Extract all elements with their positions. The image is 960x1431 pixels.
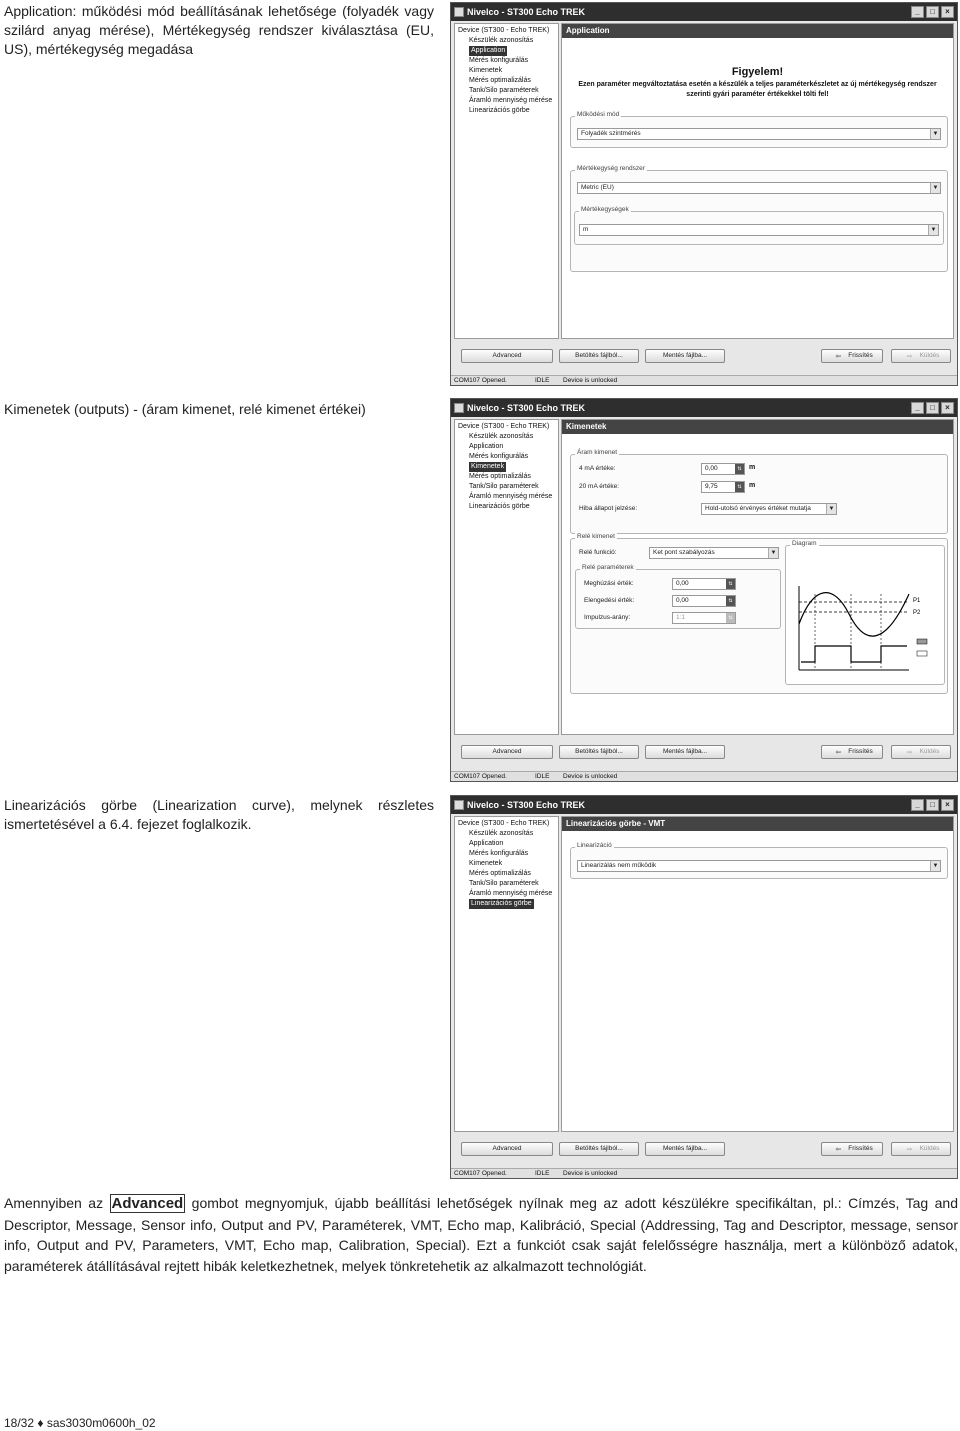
status-bar bbox=[451, 375, 957, 385]
window-title: Nivelco - ST300 Echo TREK bbox=[467, 403, 586, 413]
tree-item-outputs[interactable]: Kimenetek bbox=[469, 860, 503, 867]
panel-header: Kimenetek bbox=[562, 420, 953, 434]
spinner-icon[interactable]: ⇅ bbox=[726, 596, 735, 606]
caption-linearization: Linearizációs görbe (Linearization curve), melynek részletes ismertetésével a 6.4. fejezet foglalkozik. bbox=[4, 797, 434, 832]
ma20-unit: m bbox=[749, 482, 756, 489]
tree-item-measurement-config[interactable]: Mérés konfigurálás bbox=[469, 453, 529, 460]
tree-item-tank-silo[interactable]: Tank/Silo paraméterek bbox=[469, 483, 539, 490]
group-label: Linearizáció bbox=[577, 842, 612, 849]
status-state: IDLE bbox=[535, 377, 550, 384]
p1-label: P1 bbox=[913, 598, 921, 604]
send-button[interactable]: ⇨ Küldés bbox=[891, 1142, 951, 1156]
units-select[interactable]: m ▼ bbox=[579, 224, 939, 236]
maximize-button[interactable]: □ bbox=[926, 6, 939, 18]
pull-in-input[interactable]: 0,00 ⇅ bbox=[672, 578, 736, 590]
group-operating-mode bbox=[570, 111, 948, 148]
group-current-output bbox=[570, 449, 948, 534]
navigation-tree bbox=[454, 419, 559, 735]
chevron-down-icon: ▼ bbox=[930, 129, 940, 139]
content-panel bbox=[561, 23, 954, 339]
title-bar bbox=[451, 3, 957, 21]
app-icon bbox=[454, 800, 464, 810]
tree-item-identification[interactable]: Készülék azonosítás bbox=[469, 433, 534, 440]
title-bar bbox=[451, 399, 957, 417]
advanced-button[interactable]: Advanced bbox=[461, 349, 553, 363]
chevron-down-icon: ▼ bbox=[928, 225, 938, 235]
status-port: COM107 Opened. bbox=[454, 773, 507, 780]
advanced-button[interactable]: Advanced bbox=[461, 745, 553, 759]
status-lock: Device is unlocked bbox=[563, 377, 618, 384]
refresh-arrow-icon: ⇦ bbox=[835, 353, 841, 360]
group-label: Működési mód bbox=[577, 111, 620, 118]
navigation-tree bbox=[454, 23, 559, 339]
relay-state-line bbox=[801, 646, 907, 662]
relay-function-label: Relé funkció: bbox=[579, 549, 617, 556]
send-button[interactable]: ⇨ Küldés bbox=[891, 349, 951, 363]
status-port: COM107 Opened. bbox=[454, 1170, 507, 1177]
group-diagram bbox=[785, 540, 945, 685]
refresh-button[interactable]: ⇦ Frissítés bbox=[821, 349, 883, 363]
advanced-keyword: Advanced bbox=[111, 1195, 184, 1212]
refresh-arrow-icon: ⇦ bbox=[835, 1146, 841, 1153]
page-footer: 18/32 ♦ sas3030m0600h_02 bbox=[4, 1416, 156, 1430]
tree-item-application[interactable]: Application bbox=[469, 443, 504, 450]
group-unit-system bbox=[570, 165, 948, 272]
level-curve bbox=[799, 593, 909, 637]
pulse-ratio-label: Impulzus-arány: bbox=[584, 614, 631, 621]
chevron-down-icon: ▼ bbox=[930, 183, 940, 193]
content-panel bbox=[561, 419, 954, 735]
send-button[interactable]: ⇨ Küldés bbox=[891, 745, 951, 759]
tree-item-flow[interactable]: Áramló mennyiség mérése bbox=[469, 890, 553, 897]
navigation-tree bbox=[454, 816, 559, 1132]
send-arrow-icon: ⇨ bbox=[906, 1146, 913, 1153]
window-application bbox=[450, 2, 958, 386]
tree-item-optimization[interactable]: Mérés optimalizálás bbox=[469, 77, 531, 84]
warning-text: Ezen paraméter megváltoztatása esetén a készülék a teljes paraméterkészletet az új mértékegység rendszer szerinti gyári paraméter értékekkel tölti fel! bbox=[578, 81, 937, 98]
status-bar bbox=[451, 771, 957, 781]
save-to-file-button[interactable]: Mentés fájlba... bbox=[645, 349, 725, 363]
body-paragraph: Amennyiben az Advanced gombot megnyomjuk, újabb beállítási lehetőségek nyílnak meg az adott készülékre specifikáltan, pl.: Címzés, Tag and Descriptor, Message, Sensor info, Output and PV, Paraméterek, VMT, Echo map, Kalibráció, Special (Addressing, Tag and Descriptor, message, sensor info, Output and PV, Parameters, VMT, Echo map, Calibration, Special). Ezt a funkciót csak saját felelősségre használja, mert a különböző adatok, paraméterek átállításával rejtett hibák keletkezhetnek, melyek tönkretehetik az alkalmazott technológiát. bbox=[4, 1195, 958, 1274]
p2-label: P2 bbox=[913, 610, 921, 616]
group-label: Áram kimenet bbox=[577, 449, 618, 456]
relay-energized-icon bbox=[917, 639, 927, 644]
error-state-select[interactable]: Hold-utolsó érvényes értéket mutatja ▼ bbox=[701, 503, 837, 515]
group-label: Mértékegységek bbox=[581, 206, 629, 213]
save-to-file-button[interactable]: Mentés fájlba... bbox=[645, 745, 725, 759]
load-from-file-button[interactable]: Betöltés fájlból... bbox=[559, 1142, 639, 1156]
relay-released-icon bbox=[917, 651, 927, 656]
tree-item-outputs[interactable]: Kimenetek bbox=[469, 67, 503, 74]
chevron-down-icon: ▼ bbox=[826, 504, 836, 514]
title-bar bbox=[451, 796, 957, 814]
caption-outputs: Kimenetek (outputs) - (áram kimenet, relé kimenet értékei) bbox=[4, 401, 366, 417]
refresh-arrow-icon: ⇦ bbox=[835, 749, 841, 756]
status-bar bbox=[451, 1168, 957, 1178]
tree-item-application[interactable]: Application bbox=[471, 47, 506, 54]
ma4-input[interactable]: 0,00 ⇅ bbox=[701, 463, 745, 475]
tree-item-tank-silo[interactable]: Tank/Silo paraméterek bbox=[469, 880, 539, 887]
ma20-input[interactable]: 9,75 ⇅ bbox=[701, 481, 745, 493]
tree-item-flow[interactable]: Áramló mennyiség mérése bbox=[469, 493, 553, 500]
tree-item-outputs[interactable]: Kimenetek bbox=[471, 463, 505, 470]
tree-item-linearization[interactable]: Linearizációs görbe bbox=[469, 107, 530, 114]
linearization-select[interactable]: Linearizálás nem működik ▼ bbox=[577, 860, 941, 872]
send-arrow-icon: ⇨ bbox=[906, 749, 913, 756]
tree-item-measurement-config[interactable]: Mérés konfigurálás bbox=[469, 850, 529, 857]
ma4-unit: m bbox=[749, 464, 756, 471]
tree-root[interactable]: Device (ST300 - Echo TREK) bbox=[458, 27, 550, 34]
group-units bbox=[574, 206, 944, 245]
maximize-button[interactable]: □ bbox=[926, 402, 939, 414]
app-icon bbox=[454, 403, 464, 413]
status-lock: Device is unlocked bbox=[563, 1170, 618, 1177]
caption-application: Application: működési mód beállításának lehetősége (folyadék vagy szilárd anyag mérése), Mértékegység rendszer kiválasztása (EU, US), mértékegység megadása bbox=[4, 3, 434, 57]
load-from-file-button[interactable]: Betöltés fájlból... bbox=[559, 745, 639, 759]
close-button[interactable]: × bbox=[941, 402, 954, 414]
minimize-button[interactable]: _ bbox=[911, 6, 924, 18]
chevron-down-icon: ▼ bbox=[930, 861, 940, 871]
tree-item-measurement-config[interactable]: Mérés konfigurálás bbox=[469, 57, 529, 64]
spinner-icon[interactable]: ⇅ bbox=[735, 482, 744, 492]
content-panel bbox=[561, 816, 954, 1132]
pull-in-label: Meghúzási érték: bbox=[584, 580, 634, 587]
tree-item-optimization[interactable]: Mérés optimalizálás bbox=[469, 473, 531, 480]
tree-root[interactable]: Device (ST300 - Echo TREK) bbox=[458, 423, 550, 430]
spinner-icon[interactable]: ⇅ bbox=[726, 579, 735, 589]
close-button[interactable]: × bbox=[941, 6, 954, 18]
status-lock: Device is unlocked bbox=[563, 773, 618, 780]
load-from-file-button[interactable]: Betöltés fájlból... bbox=[559, 349, 639, 363]
warning-title: Figyelem! bbox=[731, 66, 784, 78]
unit-system-select[interactable]: Metric (EU) ▼ bbox=[577, 182, 941, 194]
refresh-button[interactable]: ⇦ Frissítés bbox=[821, 1142, 883, 1156]
status-state: IDLE bbox=[535, 773, 550, 780]
minimize-button[interactable]: _ bbox=[911, 402, 924, 414]
window-linearization bbox=[450, 795, 958, 1179]
send-arrow-icon: ⇨ bbox=[906, 353, 913, 360]
close-button[interactable]: × bbox=[941, 799, 954, 811]
spinner-icon: ⇅ bbox=[726, 613, 735, 623]
panel-header: Linearizációs görbe - VMT bbox=[562, 817, 953, 831]
error-state-label: Hiba állapot jelzése: bbox=[579, 505, 638, 512]
window-outputs bbox=[450, 398, 958, 782]
minimize-button[interactable]: _ bbox=[911, 799, 924, 811]
release-input[interactable]: 0,00 ⇅ bbox=[672, 595, 736, 607]
operating-mode-select[interactable]: Folyadék szintmérés ▼ bbox=[577, 128, 941, 140]
relay-function-select[interactable]: Ket pont szabályozás ▼ bbox=[649, 547, 779, 559]
advanced-button[interactable]: Advanced bbox=[461, 1142, 553, 1156]
group-relay-parameters bbox=[575, 564, 781, 629]
tree-item-tank-silo[interactable]: Tank/Silo paraméterek bbox=[469, 87, 539, 94]
ma4-label: 4 mA értéke: bbox=[579, 465, 616, 472]
spinner-icon[interactable]: ⇅ bbox=[735, 464, 744, 474]
chevron-down-icon: ▼ bbox=[768, 548, 778, 558]
tree-item-identification[interactable]: Készülék azonosítás bbox=[469, 830, 534, 837]
window-title: Nivelco - ST300 Echo TREK bbox=[467, 7, 586, 17]
tree-item-optimization[interactable]: Mérés optimalizálás bbox=[469, 870, 531, 877]
tree-item-application[interactable]: Application bbox=[469, 840, 504, 847]
refresh-button[interactable]: ⇦ Frissítés bbox=[821, 745, 883, 759]
group-label: Diagram bbox=[792, 540, 817, 547]
group-relay-output bbox=[570, 533, 948, 694]
group-label: Relé paraméterek bbox=[582, 564, 634, 571]
group-label: Mértékegység rendszer bbox=[577, 165, 645, 172]
status-port: COM107 Opened. bbox=[454, 377, 507, 384]
group-label: Relé kimenet bbox=[577, 533, 615, 540]
tree-root[interactable]: Device (ST300 - Echo TREK) bbox=[458, 820, 550, 827]
status-state: IDLE bbox=[535, 1170, 550, 1177]
maximize-button[interactable]: □ bbox=[926, 799, 939, 811]
app-icon bbox=[454, 7, 464, 17]
group-linearization bbox=[570, 842, 948, 879]
tree-item-flow[interactable]: Áramló mennyiség mérése bbox=[469, 97, 553, 104]
save-to-file-button[interactable]: Mentés fájlba... bbox=[645, 1142, 725, 1156]
tree-item-identification[interactable]: Készülék azonosítás bbox=[469, 37, 534, 44]
release-label: Elengedési érték: bbox=[584, 597, 635, 604]
panel-header: Application bbox=[562, 24, 953, 38]
pulse-ratio-input[interactable]: 1:1 ⇅ bbox=[672, 612, 736, 624]
window-title: Nivelco - ST300 Echo TREK bbox=[467, 800, 586, 810]
tree-item-linearization[interactable]: Linearizációs görbe bbox=[469, 503, 530, 510]
tree-item-linearization[interactable]: Linearizációs görbe bbox=[471, 900, 532, 907]
relay-diagram bbox=[789, 554, 943, 680]
ma20-label: 20 mA értéke: bbox=[579, 483, 620, 490]
